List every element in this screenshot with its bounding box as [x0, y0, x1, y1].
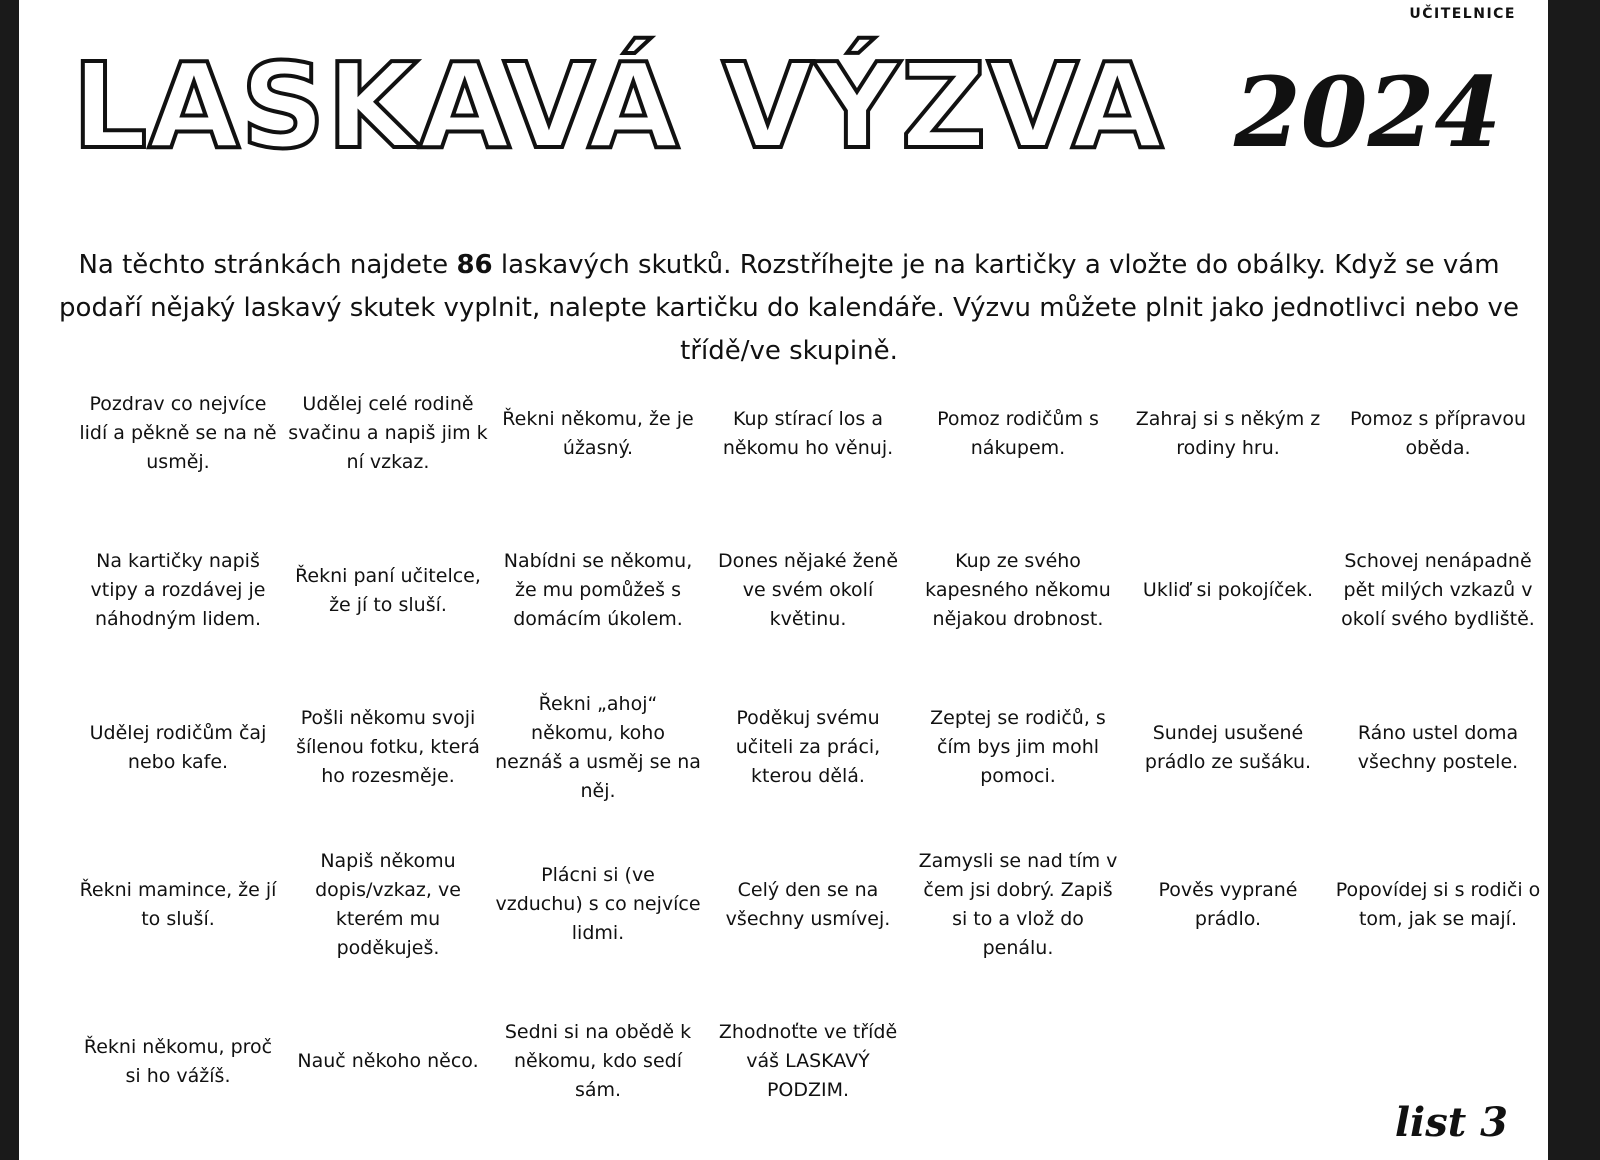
kindness-card: Kup ze svého kapesného někomu nějakou drobnost.	[925, 550, 1111, 630]
kindness-card: Udělej rodičům čaj nebo kafe.	[89, 721, 267, 773]
kindness-cards-grid	[73, 355, 1543, 1140]
intro-text-end: laskavých skutků. Rozstříhejte je na kartičky a vložte do obálky. Když se vám podaří nějaký laskavý skutek vyplnit, nalepte kartičku do kalendáře. Výzvu můžete plnit jako jednotlivci nebo ve třídě/ve skupině.	[59, 250, 1519, 366]
deed-count: 86	[456, 250, 493, 280]
kindness-card: Popovídej si s rodiči o tom, jak se mají.	[1335, 878, 1541, 930]
kindness-card: Řekni někomu, že je úžasný.	[502, 407, 694, 459]
year-label: 2024	[1234, 56, 1502, 169]
intro-text-start: Na těchto stránkách najdete	[78, 250, 457, 280]
kindness-card: Napiš někomu dopis/vzkaz, ve kterém mu poděkuješ.	[315, 849, 461, 959]
kindness-card: Řekni někomu, proč si ho vážíš.	[83, 1035, 273, 1087]
kindness-card: Pozdrav co nejvíce lidí a pěkně se na ně usměj.	[79, 393, 277, 473]
kindness-card: Pověs vyprané prádlo.	[1158, 878, 1298, 930]
kindness-card: Nabídni se někomu, že mu pomůžeš s domácím úkolem.	[503, 550, 693, 630]
kindness-card: Sundej usušené prádlo ze sušáku.	[1144, 721, 1312, 773]
kindness-card: Ráno ustel doma všechny postele.	[1357, 721, 1519, 773]
kindness-card: Pomoz rodičům s nákupem.	[937, 407, 1099, 459]
worksheet-page	[19, 0, 1548, 1160]
kindness-card: Celý den se na všechny usmívej.	[725, 878, 891, 930]
kindness-card: Dones nějaké ženě ve svém okolí květinu.	[717, 550, 899, 630]
kindness-card: Nauč někoho něco.	[297, 1050, 479, 1072]
kindness-card: Na kartičky napiš vtipy a rozdávej je náhodným lidem.	[90, 550, 266, 630]
kindness-card: Schovej nenápadně pět milých vzkazů v okolí svého bydliště.	[1341, 550, 1535, 630]
kindness-card: Zahraj si s někým z rodiny hru.	[1135, 407, 1321, 459]
kindness-card: Pošli někomu svoji šílenou fotku, která ho rozesměje.	[296, 707, 480, 787]
kindness-card: Zeptej se rodičů, s čím bys jim mohl pomoci.	[930, 707, 1106, 787]
kindness-card: Ukliď si pokojíček.	[1142, 579, 1314, 601]
kindness-card: Řekni mamince, že jí to sluší.	[79, 878, 277, 930]
kindness-card: Pomoz s přípravou oběda.	[1349, 407, 1527, 459]
kindness-card: Poděkuj svému učiteli za práci, kterou dělá.	[735, 707, 881, 787]
kindness-card: Řekni „ahoj“ někomu, koho neznáš a usměj se na něj.	[495, 692, 701, 802]
kindness-card: Řekni paní učitelce, že jí to sluší.	[295, 564, 481, 616]
page-title: LASKAVÁ VÝZVA	[72, 37, 1164, 175]
kindness-card: Udělej celé rodině svačinu a napiš jim k ní vzkaz.	[288, 393, 488, 473]
kindness-card: Zhodnoťte ve třídě váš LASKAVÝ PODZIM.	[718, 1021, 898, 1101]
sheet-number-label: list 3	[1394, 1099, 1508, 1146]
kindness-card: Kup stírací los a někomu ho věnuj.	[722, 407, 894, 459]
intro-paragraph	[59, 244, 1519, 373]
kindness-card: Zamysli se nad tím v čem jsi dobrý. Zapiš si to a vlož do penálu.	[918, 849, 1118, 959]
kindness-card: Plácni si (ve vzduchu) s co nejvíce lidmi.	[495, 864, 701, 944]
brand-label: UČITELNICE	[1409, 6, 1516, 22]
kindness-card: Sedni si na obědě k někomu, kdo sedí sám.	[504, 1021, 692, 1101]
